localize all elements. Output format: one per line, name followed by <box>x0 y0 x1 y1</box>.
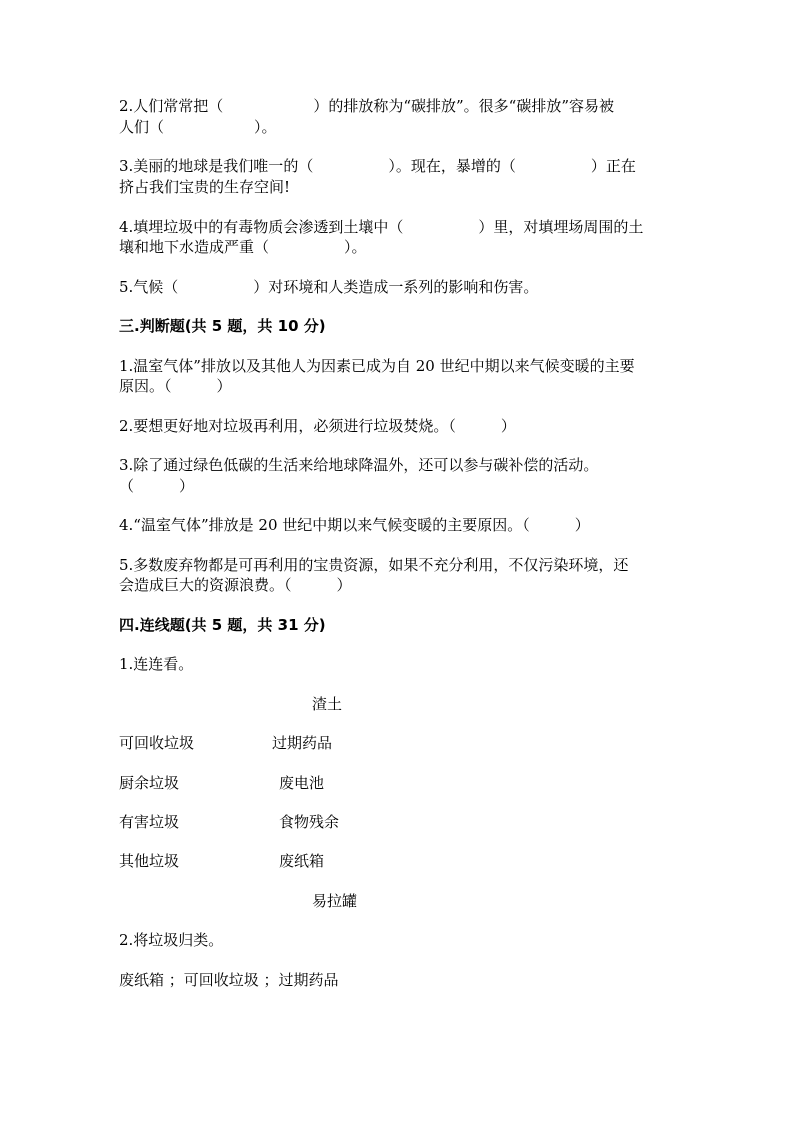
match-left-item: 厨余垃圾 <box>119 774 180 792</box>
section4-heading: 四.连线题(共 5 题，共 31 分) <box>119 616 326 634</box>
judge-q5-line1: 5.多数废弃物都是可再利用的宝贵资源，如果不充分利用，不仅污染环境，还 <box>119 556 629 574</box>
judge-q2-line1: 2.要想更好地对垃圾再利用，必须进行垃圾焚烧。（ ） <box>119 417 516 435</box>
fill-q4-line2: 壤和地下水造成严重（ ）。 <box>119 238 367 256</box>
fill-q2-line1: 2.人们常常把（ ）的排放称为“碳排放”。很多“碳排放”容易被 <box>119 97 614 115</box>
fill-q3-line1: 3.美丽的地球是我们唯一的（ ）。现在，暴增的（ ）正在 <box>119 157 636 175</box>
fill-q4-line1: 4.填埋垃圾中的有毒物质会渗透到土壤中（ ）里，对填埋场周围的土 <box>119 218 644 236</box>
match-right-bottom: 易拉罐 <box>312 892 358 910</box>
match-q1-title: 1.连连看。 <box>119 655 194 673</box>
match-left-item: 有害垃圾 <box>119 813 180 831</box>
judge-q1-line1: 1.温室气体”排放以及其他人为因素已成为自 20 世纪中期以来气候变暖的主要 <box>119 357 635 375</box>
judge-q3-line1: 3.除了通过绿色低碳的生活来给地球降温外，还可以参与碳补偿的活动。 <box>119 456 599 474</box>
judge-q3-line2: （ ） <box>119 477 195 495</box>
judge-q1-line2: 原因。（ ） <box>119 377 232 395</box>
match-right-top: 渣土 <box>312 695 343 713</box>
section3-heading: 三.判断题(共 5 题，共 10 分) <box>119 317 326 335</box>
classify-q2-title: 2.将垃圾归类。 <box>119 931 224 949</box>
match-right-item: 废纸箱 <box>279 852 325 870</box>
match-right-item: 废电池 <box>279 774 325 792</box>
match-left-item: 其他垃圾 <box>119 852 180 870</box>
judge-q5-line2: 会造成巨大的资源浪费。（ ） <box>119 576 352 594</box>
classify-q2-line1: 废纸箱 ；可回收垃圾 ；过期药品 <box>119 971 339 989</box>
fill-q5-line1: 5.气候（ ）对环境和人类造成一系列的影响和伤害。 <box>119 278 539 296</box>
match-right-item: 食物残余 <box>279 813 340 831</box>
fill-q2-line2: 人们（ ）。 <box>119 118 277 136</box>
match-left-item: 可回收垃圾 <box>119 734 195 752</box>
match-right-item: 过期药品 <box>272 734 333 752</box>
judge-q4-line1: 4.“温室气体”排放是 20 世纪中期以来气候变暖的主要原因。（ ） <box>119 516 590 534</box>
fill-q3-line2: 挤占我们宝贵的生存空间! <box>119 178 291 196</box>
